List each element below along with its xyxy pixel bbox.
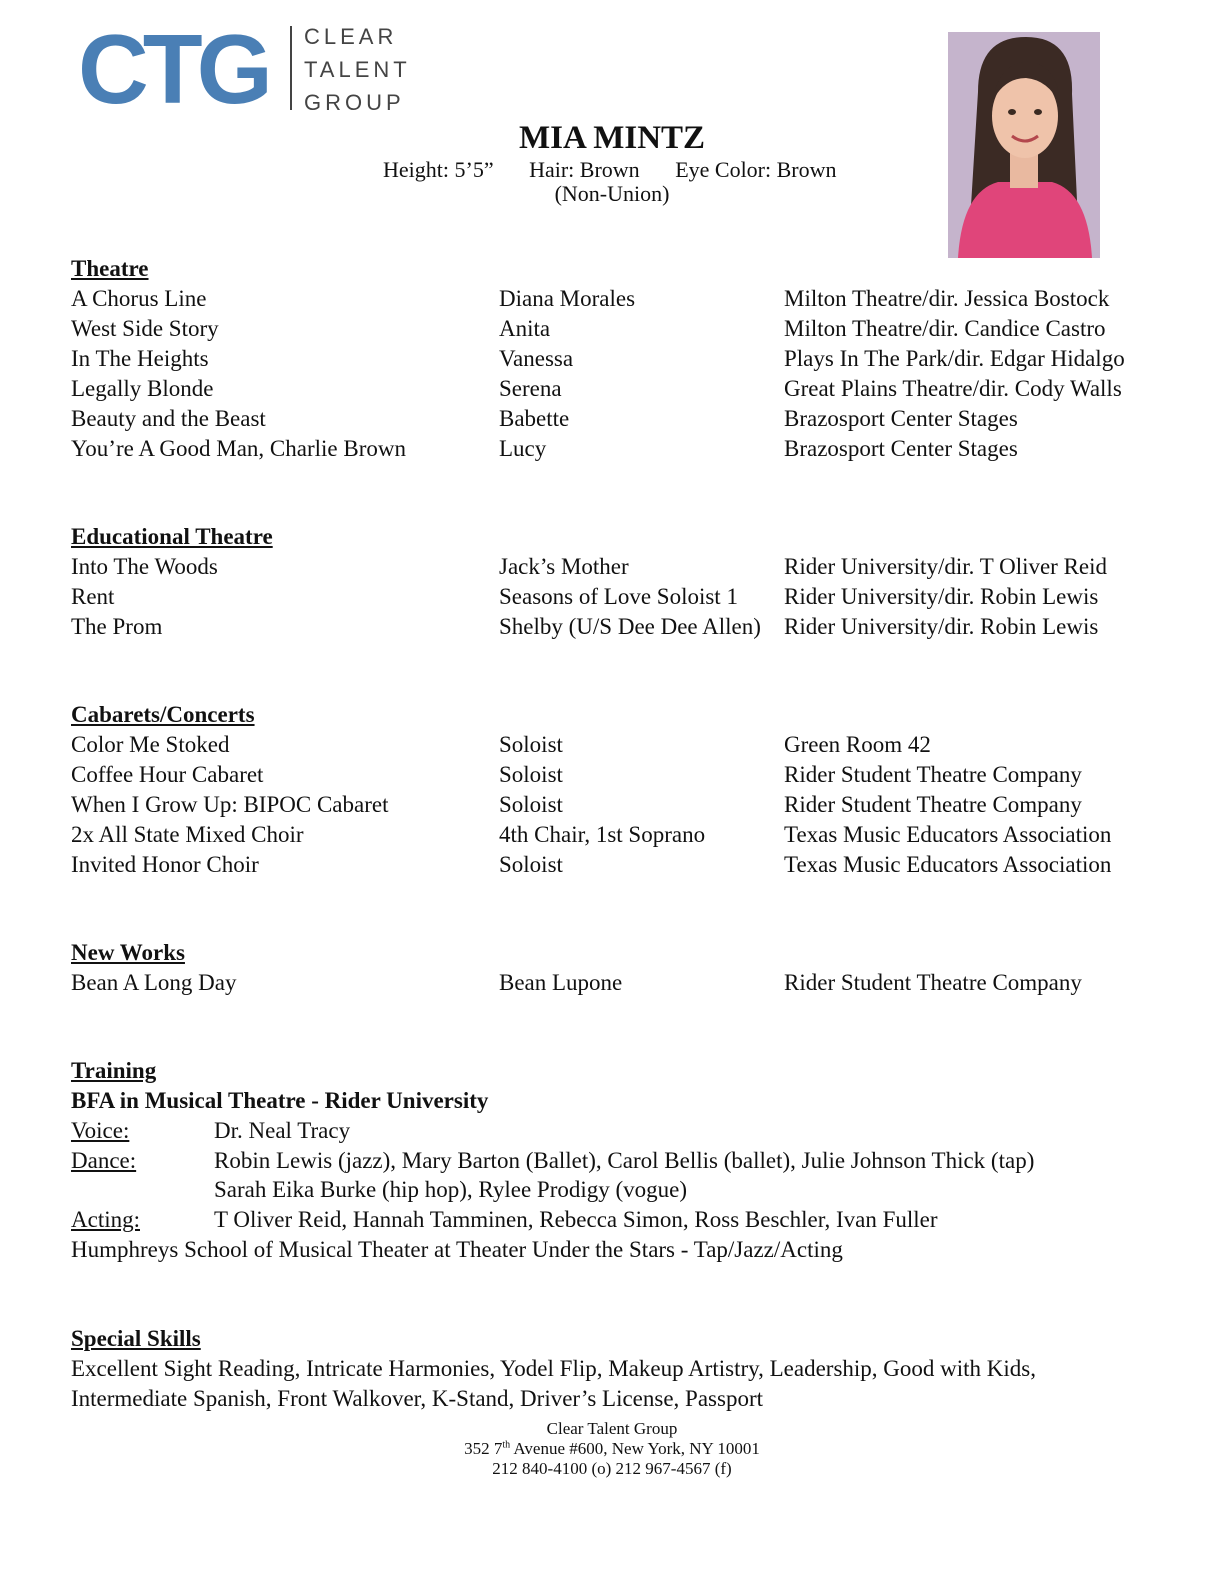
credit-role: Shelby (U/S Dee Dee Allen)	[499, 614, 761, 639]
footer-address-number: 352 7	[464, 1439, 503, 1458]
credit-show: In The Heights	[71, 346, 209, 371]
credit-role: Anita	[499, 316, 551, 341]
credit-row	[71, 970, 1171, 1000]
credit-row	[71, 286, 1171, 316]
training-other: Humphreys School of Musical Theater at Theater Under the Stars - Tap/Jazz/Acting	[71, 1237, 843, 1262]
credit-venue: Rider Student Theatre Company	[784, 792, 1082, 817]
credit-show: You’re A Good Man, Charlie Brown	[71, 436, 406, 461]
credit-show: Coffee Hour Cabaret	[71, 762, 264, 787]
credit-row	[71, 792, 1171, 822]
credit-show: Color Me Stoked	[71, 732, 230, 757]
training-voice-label: Voice:	[71, 1118, 130, 1143]
credit-role: 4th Chair, 1st Soprano	[499, 822, 706, 847]
skills-line-1: Excellent Sight Reading, Intricate Harmonies, Yodel Flip, Makeup Artistry, Leadership, Good with Kids,	[71, 1356, 1037, 1381]
logo-mark: CTG	[78, 14, 267, 124]
credit-role: Soloist	[499, 792, 563, 817]
credit-venue: Rider University/dir. Robin Lewis	[784, 614, 1099, 639]
logo-word-2: TALENT	[304, 57, 411, 82]
credit-show: West Side Story	[71, 316, 219, 341]
credit-role: Lucy	[499, 436, 547, 461]
credit-venue: Rider University/dir. Robin Lewis	[784, 584, 1099, 609]
credit-venue: Milton Theatre/dir. Jessica Bostock	[784, 286, 1110, 311]
credit-row	[71, 554, 1171, 584]
credit-venue: Plays In The Park/dir. Edgar Hidalgo	[784, 346, 1125, 371]
section-title-cabarets: Cabarets/Concerts	[71, 702, 255, 727]
logo-divider	[290, 26, 292, 110]
credit-venue: Brazosport Center Stages	[784, 436, 1018, 461]
credit-role: Soloist	[499, 732, 563, 757]
credit-role: Diana Morales	[499, 286, 636, 311]
credit-show: Rent	[71, 584, 115, 609]
credit-show: Legally Blonde	[71, 376, 214, 401]
physical-stats	[383, 157, 837, 183]
credit-show: Into The Woods	[71, 554, 218, 579]
credit-role: Jack’s Mother	[499, 554, 629, 579]
credit-row	[71, 376, 1171, 406]
training-dance-line-2: Sarah Eika Burke (hip hop), Rylee Prodigy (vogue)	[214, 1177, 688, 1202]
credit-show: A Chorus Line	[71, 286, 207, 311]
union-status: (Non-Union)	[554, 181, 670, 206]
credit-venue: Green Room 42	[784, 732, 931, 757]
credit-role: Serena	[499, 376, 562, 401]
credit-venue: Rider Student Theatre Company	[784, 970, 1082, 995]
credit-role: Babette	[499, 406, 570, 431]
credit-role: Seasons of Love Soloist 1	[499, 584, 738, 609]
footer-phone: 212 840-4100 (o) 212 967-4567 (f)	[492, 1459, 732, 1478]
credit-show: Bean A Long Day	[71, 970, 237, 995]
credit-row	[71, 316, 1171, 346]
training-acting-label: Acting:	[71, 1207, 140, 1232]
credit-row	[71, 822, 1171, 852]
section-title-theatre: Theatre	[71, 256, 149, 281]
training-dance-line-1: Robin Lewis (jazz), Mary Barton (Ballet), Carol Bellis (ballet), Julie Johnson Thick (tap)	[214, 1148, 1035, 1173]
training-voice: Dr. Neal Tracy	[214, 1118, 351, 1143]
credit-show: Beauty and the Beast	[71, 406, 266, 431]
credit-row	[71, 346, 1171, 376]
logo-wordmark	[304, 20, 411, 119]
training-dance-label: Dance:	[71, 1148, 137, 1173]
credit-venue: Brazosport Center Stages	[784, 406, 1018, 431]
logo-word-3: GROUP	[304, 90, 405, 115]
footer-address-street: Avenue #600, New York, NY 10001	[510, 1439, 760, 1458]
credit-show: The Prom	[71, 614, 163, 639]
credit-role: Soloist	[499, 762, 563, 787]
logo-word-1: CLEAR	[304, 24, 398, 49]
credit-row	[71, 406, 1171, 436]
credit-show: Invited Honor Choir	[71, 852, 259, 877]
credit-venue: Texas Music Educators Association	[784, 822, 1112, 847]
training-acting: T Oliver Reid, Hannah Tamminen, Rebecca Simon, Ross Beschler, Ivan Fuller	[214, 1207, 938, 1232]
actor-name: MIA MINTZ	[518, 120, 706, 156]
section-title-new-works: New Works	[71, 940, 185, 965]
credit-row	[71, 852, 1171, 882]
credit-venue: Texas Music Educators Association	[784, 852, 1112, 877]
section-title-training: Training	[71, 1058, 157, 1083]
credit-row	[71, 732, 1171, 762]
height-stat: Height: 5’5”	[383, 157, 494, 182]
credit-show: 2x All State Mixed Choir	[71, 822, 304, 847]
section-title-educational: Educational Theatre	[71, 524, 273, 549]
training-degree: BFA in Musical Theatre - Rider University	[71, 1088, 489, 1113]
credit-venue: Great Plains Theatre/dir. Cody Walls	[784, 376, 1122, 401]
credit-venue: Milton Theatre/dir. Candice Castro	[784, 316, 1106, 341]
hair-stat: Hair: Brown	[529, 157, 640, 182]
eye-stat: Eye Color: Brown	[675, 157, 837, 182]
credit-row	[71, 762, 1171, 792]
footer-address-ordinal: th	[502, 1439, 511, 1451]
credit-role: Soloist	[499, 852, 563, 877]
credit-role: Bean Lupone	[499, 970, 623, 995]
credit-show: When I Grow Up: BIPOC Cabaret	[71, 792, 389, 817]
credit-row	[71, 436, 1171, 466]
credit-role: Vanessa	[499, 346, 574, 371]
agency-logo	[78, 14, 411, 124]
credit-row	[71, 614, 1171, 644]
footer-agency: Clear Talent Group	[546, 1419, 678, 1438]
section-title-skills: Special Skills	[71, 1326, 201, 1351]
footer-address	[0, 1439, 1224, 1459]
credit-venue: Rider Student Theatre Company	[784, 762, 1082, 787]
skills-line-2: Intermediate Spanish, Front Walkover, K-Stand, Driver’s License, Passport	[71, 1386, 763, 1411]
credit-venue: Rider University/dir. T Oliver Reid	[784, 554, 1108, 579]
credit-row	[71, 584, 1171, 614]
